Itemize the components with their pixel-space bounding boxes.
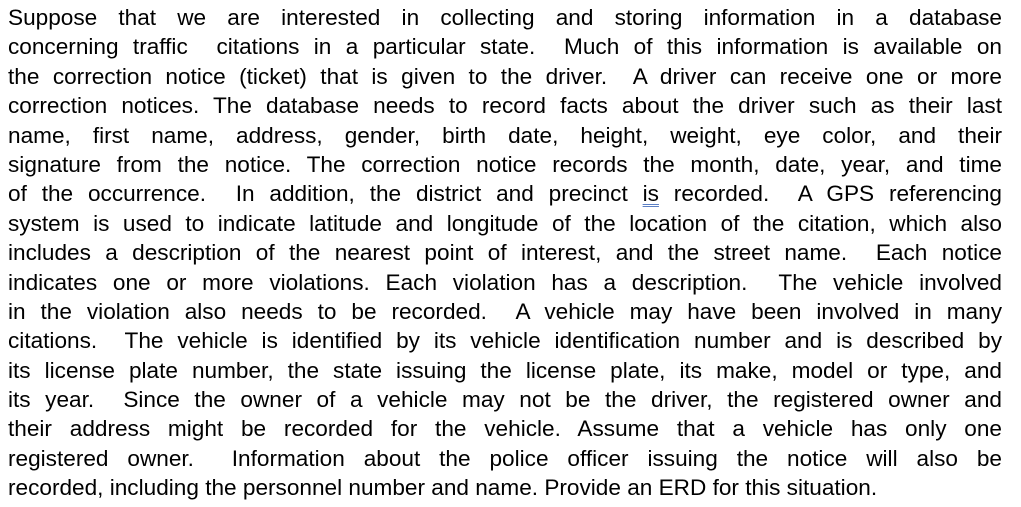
grammar-flagged-word[interactable]: is bbox=[642, 181, 659, 207]
paragraph-line-13: its license plate number, the state issuing the license plate, its make, model or type, and bbox=[8, 357, 1002, 383]
paragraph-line-4: correction notices. The database needs to record facts about the driver such as their last bbox=[8, 93, 1002, 119]
paragraph-line-14: its year. Since the owner of a vehicle may not be the driver, the registered owner and bbox=[8, 387, 1002, 413]
paragraph-line-7-start: of the occurrence. In addition, the district and precinct bbox=[8, 181, 643, 207]
document-body bbox=[8, 3, 1002, 503]
paragraph-line-5: name, first name, address, gender, birth date, height, weight, eye color, and their bbox=[8, 122, 1002, 148]
paragraph-line-6: signature from the notice. The correction notice records the month, date, year, and time bbox=[8, 151, 1002, 177]
paragraph-line-2: concerning traffic citations in a particular state. Much of this information is available on bbox=[8, 34, 1002, 60]
paragraph-line-15: their address might be recorded for the vehicle. Assume that a vehicle has only one bbox=[8, 416, 1002, 442]
paragraph-line-12: citations. The vehicle is identified by its vehicle identification number and is described by bbox=[8, 328, 1002, 354]
paragraph-line-9: includes a description of the nearest point of interest, and the street name. Each notice bbox=[8, 240, 1002, 266]
paragraph-line-17: recorded, including the personnel number and name. Provide an ERD for this situation. bbox=[8, 475, 878, 501]
paragraph-line-8: system is used to indicate latitude and longitude of the location of the citation, which also bbox=[8, 210, 1002, 236]
paragraph-line-11: in the violation also needs to be recorded. A vehicle may have been involved in many bbox=[8, 298, 1002, 324]
paragraph-line-7 bbox=[8, 179, 1002, 208]
paragraph-line-1: Suppose that we are interested in collecting and storing information in a database bbox=[8, 5, 1002, 30]
paragraph-line-16: registered owner. Information about the police officer issuing the notice will also be bbox=[8, 445, 1002, 471]
paragraph-line-7-end: recorded. A GPS referencing bbox=[658, 181, 1002, 207]
paragraph-line-3: the correction notice (ticket) that is given to the driver. A driver can receive one or more bbox=[8, 63, 1002, 89]
paragraph-line-10: indicates one or more violations. Each violation has a description. The vehicle involved bbox=[8, 269, 1002, 295]
